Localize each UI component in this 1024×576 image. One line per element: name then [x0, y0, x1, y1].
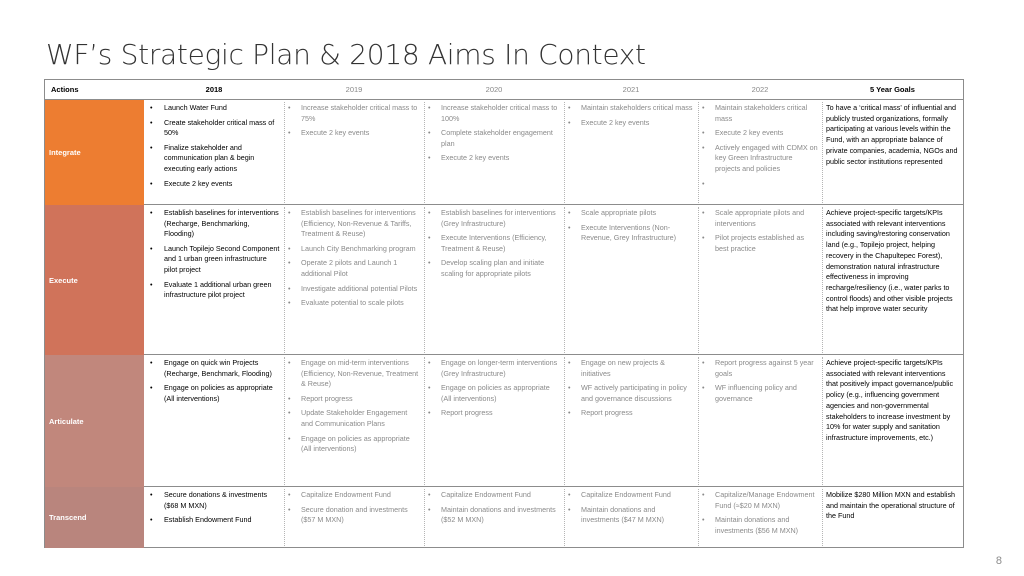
bullet-list: [702, 358, 818, 404]
bullet-list: [148, 103, 280, 189]
five-year-goal: Mobilize $280 Million MXN and establish and maintain the operational structure of the Fund: [822, 487, 964, 548]
bullet-item: • Operate 2 pilots and Launch 1 additional Pilot: [288, 258, 420, 279]
plan-cell: [144, 487, 284, 548]
bullet-list: [702, 103, 818, 175]
bullet-list: [288, 103, 420, 139]
column-header: Actions: [44, 79, 144, 100]
column-separator: [564, 207, 565, 353]
bullet-item: • Execute Interventions (Efficiency, Treatment & Reuse): [428, 233, 560, 254]
bullet-item: • Finalize stakeholder and communication plan & begin executing early actions: [148, 143, 280, 175]
plan-cell: [284, 487, 424, 548]
column-header: 2020: [424, 79, 564, 100]
bullet-item: • Increase stakeholder critical mass to 75%: [288, 103, 420, 124]
bullet-item: • Engage on mid-term interventions (Efficiency, Non-Revenue, Treatment & Reuse): [288, 358, 420, 390]
plan-cell: [424, 205, 564, 355]
bullet-item: • Capitalize Endowment Fund: [428, 490, 560, 501]
plan-cell: [698, 355, 822, 487]
bullet-item: • Capitalize Endowment Fund: [288, 490, 420, 501]
bullet-list: [428, 103, 560, 164]
column-separator: [698, 102, 699, 203]
bullet-item: • Engage on policies as appropriate (All interventions): [148, 383, 280, 404]
column-separator: [822, 102, 823, 203]
bullet-item: • Establish baselines for interventions (Efficiency, Non-Revenue & Tariffs, Treatment & Reuse): [288, 208, 420, 240]
plan-cell: [564, 205, 698, 355]
bullet-item: • Report progress against 5 year goals: [702, 358, 818, 379]
column-separator: [424, 102, 425, 203]
column-separator: [822, 207, 823, 353]
bullet-item: • Complete stakeholder engagement plan: [428, 128, 560, 149]
bullet-item: • Scale appropriate pilots and interventions: [702, 208, 818, 229]
column-separator: [822, 357, 823, 485]
plan-cell: [564, 355, 698, 487]
column-separator: [698, 207, 699, 353]
bullet-item: • Report progress: [288, 394, 420, 405]
bullet-item: • Create stakeholder critical mass of 50%: [148, 118, 280, 139]
bullet-item: • Maintain donations and investments ($47 M MXN): [568, 505, 694, 526]
column-header: 2018: [144, 79, 284, 100]
bullet-item: • Capitalize/Manage Endowment Fund (≈$20 M MXN): [702, 490, 818, 511]
five-year-goal: Achieve project-specific targets/KPIs associated with relevant interventions that positively impact governance/public policy (e.g., influencing government agencies and non-governmental stakeholders to increase investment by 10% for water supply and sanitation infrastructure improvements, etc.): [822, 355, 964, 487]
column-separator: [284, 489, 285, 546]
bullet-item: • Report progress: [428, 408, 560, 419]
bullet-list: [148, 490, 280, 526]
plan-cell: [284, 100, 424, 205]
plan-cell: [698, 100, 822, 205]
plan-cell: [144, 355, 284, 487]
column-separator: [424, 357, 425, 485]
column-separator: [564, 357, 565, 485]
strategic-plan-table: [44, 79, 964, 548]
bullet-item: • Launch Topilejo Second Component and 1 urban green infrastructure pilot project: [148, 244, 280, 276]
bullet-item: • Execute 2 key events: [148, 179, 280, 190]
bullet-item: • Engage on policies as appropriate (All interventions): [288, 434, 420, 455]
plan-cell: [424, 487, 564, 548]
column-header: 2022: [698, 79, 822, 100]
row-label-execute: Execute: [44, 205, 144, 355]
bullet-item: • Launch City Benchmarking program: [288, 244, 420, 255]
bullet-list: [428, 358, 560, 419]
bullet-list: [288, 358, 420, 455]
bullet-item: • Actively engaged with CDMX on key Green Infrastructure projects and policies: [702, 143, 818, 175]
bullet-item: • Engage on new projects & initiatives: [568, 358, 694, 379]
column-separator: [284, 207, 285, 353]
column-header: 2021: [564, 79, 698, 100]
bullet-item: • WF actively participating in policy and governance discussions: [568, 383, 694, 404]
bullet-item: • Maintain stakeholders critical mass: [568, 103, 694, 114]
bullet-item: • Launch Water Fund: [148, 103, 280, 114]
bullet-item: • Establish baselines for interventions (Recharge, Benchmarking, Flooding): [148, 208, 280, 240]
bullet-list: [702, 208, 818, 254]
column-separator: [698, 489, 699, 546]
column-separator: [284, 102, 285, 203]
bullet-list: [288, 208, 420, 309]
column-separator: [822, 489, 823, 546]
bullet-list: [428, 208, 560, 280]
column-separator: [424, 207, 425, 353]
plan-cell: [424, 355, 564, 487]
bullet-item: • Secure donation and investments ($57 M MXN): [288, 505, 420, 526]
five-year-goal: Achieve project-specific targets/KPIs associated with relevant interventions including saving/restoring conservation land (e.g., Topilejo project, helping recovery in the Chapultepec Forest), demonstration natural infrastructure effectiveness in improving recharge/resiliency (i.e., water parks to control floods) and other visible projects that help improve water security: [822, 205, 964, 355]
row-label-articulate: Articulate: [44, 355, 144, 487]
plan-cell: [698, 205, 822, 355]
bullet-item: • Maintain donations and investments ($56 M MXN): [702, 515, 818, 536]
bullet-list: [148, 208, 280, 301]
bullet-item: • Establish Endowment Fund: [148, 515, 280, 526]
bullet-item: • Pilot projects established as best practice: [702, 233, 818, 254]
bullet-item: • Capitalize Endowment Fund: [568, 490, 694, 501]
bullet-item: • Report progress: [568, 408, 694, 419]
bullet-item: • Execute 2 key events: [428, 153, 560, 164]
bullet-item: • Update Stakeholder Engagement and Communication Plans: [288, 408, 420, 429]
column-separator: [284, 357, 285, 485]
bullet-item: • WF influencing policy and governance: [702, 383, 818, 404]
column-separator: [424, 489, 425, 546]
plan-cell: [284, 205, 424, 355]
bullet-item: • Maintain stakeholders critical mass: [702, 103, 818, 124]
bullet-list: [568, 490, 694, 526]
bullet-item: • Engage on quick win Projects (Recharge, Benchmark, Flooding): [148, 358, 280, 379]
bullet-item: • Investigate additional potential Pilots: [288, 284, 420, 295]
bullet-item: • Scale appropriate pilots: [568, 208, 694, 219]
five-year-goal: To have a ‘critical mass’ of influential and publicly trusted organizations, formally participating at various levels within the Fund, with an appropriate balance of private companies, academia, NGOs and public sector institutions represented: [822, 100, 964, 205]
column-separator: [564, 102, 565, 203]
bullet-item: • Execute Interventions (Non-Revenue, Grey Infrastructure): [568, 223, 694, 244]
bullet-item: • Evaluate potential to scale pilots: [288, 298, 420, 309]
bullet-item: • Engage on policies as appropriate (All interventions): [428, 383, 560, 404]
bullet-item: • Execute 2 key events: [702, 128, 818, 139]
bullet-item: • Increase stakeholder critical mass to 100%: [428, 103, 560, 124]
bullet-list: [148, 358, 280, 404]
plan-cell: [424, 100, 564, 205]
page-title: WF’s Strategic Plan & 2018 Aims In Context: [46, 38, 646, 71]
plan-cell: [144, 205, 284, 355]
bullet-list: [568, 358, 694, 419]
column-header: 2019: [284, 79, 424, 100]
plan-cell: [284, 355, 424, 487]
bullet-item: • Develop scaling plan and initiate scaling for appropriate pilots: [428, 258, 560, 279]
plan-cell: [564, 100, 698, 205]
plan-cell: [564, 487, 698, 548]
bullet-item: • Secure donations & investments ($68 M MXN): [148, 490, 280, 511]
plan-cell: [144, 100, 284, 205]
bullet-item: • Maintain donations and investments ($52 M MXN): [428, 505, 560, 526]
column-header: 5 Year Goals: [822, 79, 964, 100]
bullet-list: [288, 490, 420, 526]
bullet-item: • Engage on longer-term interventions (Grey Infrastructure): [428, 358, 560, 379]
bullet-list: [702, 490, 818, 536]
bullet-item: • Execute 2 key events: [288, 128, 420, 139]
bullet-item: • Execute 2 key events: [568, 118, 694, 129]
plan-cell: [698, 487, 822, 548]
row-label-transcend: Transcend: [44, 487, 144, 548]
column-separator: [698, 357, 699, 485]
page-number: 8: [995, 555, 1002, 567]
column-separator: [564, 489, 565, 546]
bullet-list: [568, 208, 694, 244]
row-label-integrate: Integrate: [44, 100, 144, 205]
bullet-item: • Establish baselines for interventions (Grey Infrastructure): [428, 208, 560, 229]
bullet-item: • Evaluate 1 additional urban green infrastructure pilot project: [148, 280, 280, 301]
bullet-list: [568, 103, 694, 128]
bullet-list: [428, 490, 560, 526]
